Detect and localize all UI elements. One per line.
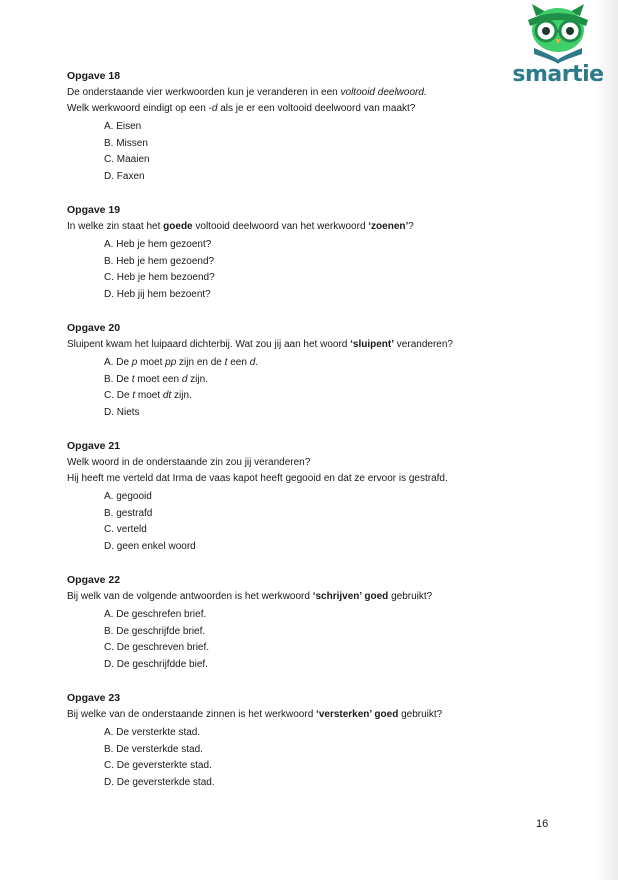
text-segment: In welke zin staat het [67, 221, 164, 232]
text-segment: Sluipent kwam het luipaard dichterbij. Wat zou jij aan het woord [67, 339, 351, 350]
text-segment: De onderstaande vier werkwoorden kun je veranderen in een [67, 87, 341, 98]
text-segment: voltooid deelwoord van het werkwoord [192, 221, 369, 232]
text-segment: C. Maaien [104, 154, 150, 165]
text-segment: ‘schrijven’ goed [312, 591, 389, 602]
text-segment: moet een [134, 373, 182, 385]
text-segment: D. Heb jij hem bezoent? [104, 288, 211, 300]
text-segment: gebruikt? [398, 709, 443, 720]
question-text [67, 455, 507, 471]
text-segment: Welk woord in de onderstaande zin zou jij veranderen? [67, 457, 311, 468]
question-title: Opgave 18 [67, 70, 121, 82]
answer-option [104, 775, 507, 792]
answer-option [104, 758, 507, 775]
text-segment: zijn en de [176, 357, 225, 368]
answer-option [104, 624, 507, 641]
question-block [67, 690, 507, 791]
owl-icon [522, 2, 594, 64]
text-segment: B. Missen [104, 137, 148, 149]
answer-option [104, 136, 507, 153]
answer-option [104, 506, 507, 523]
answer-option [104, 287, 507, 304]
text-segment: B. De geschrijfde brief. [104, 625, 206, 637]
answer-option [104, 405, 507, 422]
text-segment: t [131, 373, 135, 385]
text-segment: moet [137, 357, 166, 368]
question-text [67, 589, 507, 605]
question-title: Opgave 19 [67, 204, 121, 216]
question-block [67, 202, 507, 303]
text-segment: dt [162, 390, 172, 401]
text-segment: D. Faxen [104, 170, 145, 182]
answer-option [104, 372, 507, 389]
text-segment: zijn. [171, 390, 192, 401]
text-segment: d [181, 373, 188, 385]
question-title: Opgave 23 [67, 692, 121, 704]
exercise-list [67, 68, 507, 808]
answer-option [104, 725, 507, 742]
question-text [67, 337, 507, 353]
question-block [67, 68, 507, 185]
question-text [67, 101, 507, 117]
text-segment: zijn. [187, 373, 208, 385]
text-segment: d [211, 103, 218, 114]
answer-option [104, 640, 507, 657]
question-title: Opgave 22 [67, 574, 121, 586]
text-segment: A. De [104, 357, 132, 368]
answer-option [104, 522, 507, 539]
text-segment: ‘sluipent’ [350, 339, 395, 350]
text-segment: ‘versterken’ goed [316, 709, 399, 720]
answer-option [104, 742, 507, 759]
question-text [67, 707, 507, 723]
text-segment: C. De geversterkte stad. [104, 760, 212, 771]
question-text [67, 219, 507, 235]
text-segment: C. De geschreven brief. [104, 642, 210, 653]
text-segment: B. De [104, 373, 132, 385]
text-segment: C. Heb je hem bezoend? [104, 272, 215, 283]
text-segment: Bij welk van de volgende antwoorden is het werkwoord [67, 591, 313, 602]
answer-option [104, 152, 507, 169]
answer-options [104, 607, 507, 673]
text-segment: . [255, 357, 259, 368]
answer-option [104, 254, 507, 271]
text-segment: A. Heb je hem gezoent? [104, 239, 212, 250]
answer-options [104, 119, 507, 185]
answer-options [104, 355, 507, 421]
text-segment: goede [163, 221, 193, 232]
question-text [67, 471, 507, 487]
answer-option [104, 489, 507, 506]
text-segment: p [131, 357, 138, 368]
answer-option [104, 388, 507, 405]
text-segment: D. De geschrijfdde bief. [104, 658, 208, 670]
text-segment: een [227, 357, 250, 368]
text-segment: gebruikt? [388, 591, 433, 602]
question-title: Opgave 21 [67, 440, 121, 452]
answer-options [104, 725, 507, 791]
text-segment: D. geen enkel woord [104, 540, 196, 552]
text-segment: veranderen? [394, 339, 453, 350]
question-block [67, 320, 507, 421]
text-segment: A. Eisen [104, 121, 142, 132]
text-segment: pp [165, 357, 177, 368]
text-segment: B. gestrafd [104, 507, 153, 519]
text-segment: t [224, 357, 228, 368]
text-segment: als je er een voltooid deelwoord van maakt? [217, 103, 416, 114]
text-segment: Hij heeft me verteld dat Irma de vaas kapot heeft gegooid en dat ze ervoor is gestrafd. [67, 473, 448, 484]
answer-option [104, 657, 507, 674]
answer-option [104, 237, 507, 254]
question-text [67, 85, 507, 101]
page-edge-shadow [596, 0, 618, 880]
text-segment: B. De versterkde stad. [104, 743, 203, 755]
text-segment: C. verteld [104, 524, 147, 535]
answer-option [104, 355, 507, 372]
answer-option [104, 607, 507, 624]
answer-options [104, 489, 507, 555]
answer-option [104, 539, 507, 556]
text-segment: B. Heb je hem gezoend? [104, 255, 215, 267]
answer-option [104, 169, 507, 186]
text-segment: t [132, 390, 136, 401]
smartie-logo [508, 2, 608, 88]
text-segment: ? [408, 221, 414, 232]
text-segment: A. De versterkte stad. [104, 727, 201, 738]
answer-option [104, 119, 507, 136]
text-segment: A. gegooid [104, 491, 152, 502]
page-number: 16 [536, 818, 549, 830]
text-segment: D. Niets [104, 406, 140, 418]
text-segment: moet [135, 390, 163, 401]
text-segment: A. De geschrefen brief. [104, 609, 207, 620]
text-segment: D. De geversterkde stad. [104, 776, 215, 788]
answer-options [104, 237, 507, 303]
text-segment: Bij welke van de onderstaande zinnen is het werkwoord [67, 709, 317, 720]
text-segment: Welk werkwoord eindigt op een - [67, 103, 212, 114]
answer-option [104, 270, 507, 287]
question-title: Opgave 20 [67, 322, 121, 334]
text-segment: C. De [104, 390, 133, 401]
text-segment: d [249, 357, 256, 368]
text-segment: ‘zoenen’ [368, 221, 409, 232]
text-segment: voltooid deelwoord. [340, 87, 427, 98]
question-block [67, 438, 507, 555]
question-block [67, 572, 507, 673]
brand-name: smartie [512, 62, 604, 87]
